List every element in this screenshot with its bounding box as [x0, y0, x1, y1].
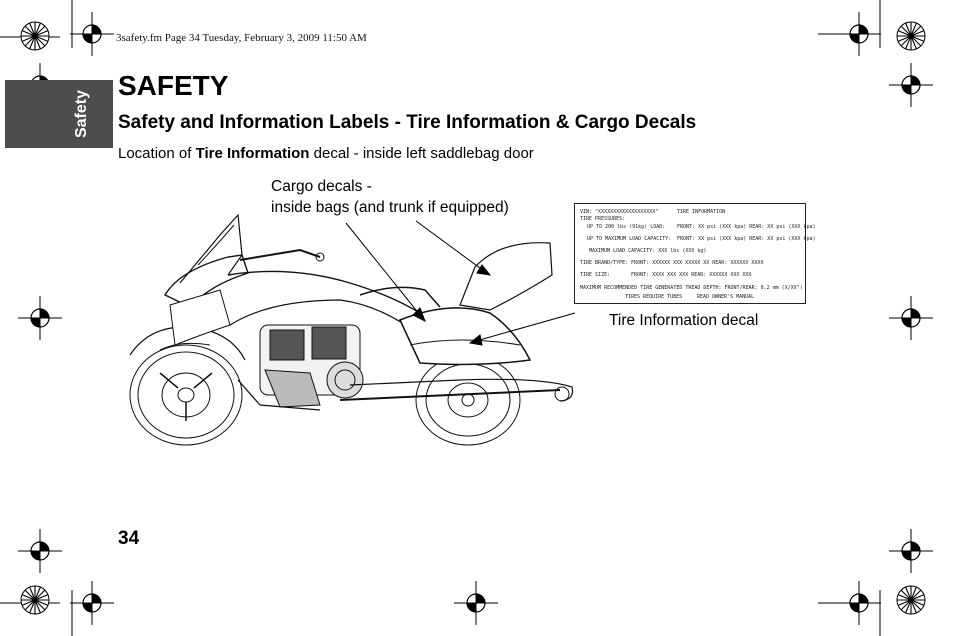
- registration-mark-icon: [889, 529, 933, 573]
- star-target-icon: [21, 22, 49, 50]
- decal-row: TIRE SIZE:: [580, 272, 611, 278]
- location-text: [118, 145, 534, 162]
- decal-row: MAXIMUM RECOMMENDED TIRE GENERATED TREAD DEPTH: FRONT/REAR: 0.2 mm (X/XX"): [580, 285, 803, 291]
- decal-row: FRONT: XX psi (XXX kpa) REAR: XX psi (XXX kpa): [677, 224, 816, 230]
- decal-row: FRONT: XXXXXX XXX XXXXX XX REAR: XXXXXX XXXX: [631, 260, 764, 266]
- decal-row: TIRE PRESSURES:: [580, 216, 626, 222]
- location-bold: Tire Information: [195, 145, 310, 162]
- decal-row: TIRES REQUIRE TUBES: [625, 294, 683, 300]
- decal-row: MAXIMUM LOAD CAPACITY: XXX lbs (XXX kg): [589, 248, 707, 254]
- registration-mark-icon: [70, 581, 114, 625]
- tire-information-decal: [574, 203, 816, 304]
- star-target-icon: [897, 586, 925, 614]
- tire-information-callout: Tire Information decal: [609, 312, 759, 329]
- page-title: SAFETY: [118, 70, 229, 101]
- cargo-callout-line2: inside bags (and trunk if equipped): [271, 199, 509, 216]
- file-header: 3safety.fm Page 34 Tuesday, February 3, 2009 11:50 AM: [116, 32, 367, 44]
- registration-mark-icon: [18, 529, 62, 573]
- decal-row: FRONT: XXXX XXX XXX REAR: XXXXXX XXX XXX: [631, 272, 752, 278]
- star-target-icon: [21, 586, 49, 614]
- registration-mark-icon: [454, 581, 498, 625]
- location-prefix: Location of: [118, 145, 196, 162]
- registration-mark-icon: [837, 12, 881, 56]
- rear-wheel: [416, 355, 520, 445]
- star-target-icon: [897, 22, 925, 50]
- decal-row: VIN: "XXXXXXXXXXXXXXXXXXX": [580, 209, 659, 215]
- location-suffix: decal - inside left saddlebag door: [309, 145, 534, 162]
- decal-row: UP TO 200 lbs (91kg) LOAD:: [587, 224, 666, 230]
- decal-row: TIRE INFORMATION: [677, 209, 726, 215]
- decal-row: UP TO MAXIMUM LOAD CAPACITY:: [587, 236, 672, 242]
- section-side-tab: [5, 80, 113, 148]
- registration-mark-icon: [18, 296, 62, 340]
- decal-row: TIRE BRAND/TYPE:: [580, 260, 629, 266]
- motorcycle-illustration: [120, 195, 580, 450]
- decal-row: FRONT: XX psi (XXX kpa) REAR: XX psi (XXX kpa): [677, 236, 816, 242]
- front-wheel: [130, 345, 242, 445]
- cargo-callout-line1: Cargo decals -: [271, 178, 372, 195]
- side-tab-label: Safety: [73, 89, 90, 139]
- registration-mark-icon: [889, 296, 933, 340]
- page-number: 34: [118, 528, 140, 549]
- registration-mark-icon: [70, 12, 114, 56]
- registration-mark-icon: [837, 581, 881, 625]
- decal-row: READ OWNER'S MANUAL: [697, 294, 755, 300]
- engine: [260, 325, 363, 407]
- registration-mark-icon: [889, 63, 933, 107]
- section-subtitle: Safety and Information Labels - Tire Information & Cargo Decals: [118, 112, 697, 133]
